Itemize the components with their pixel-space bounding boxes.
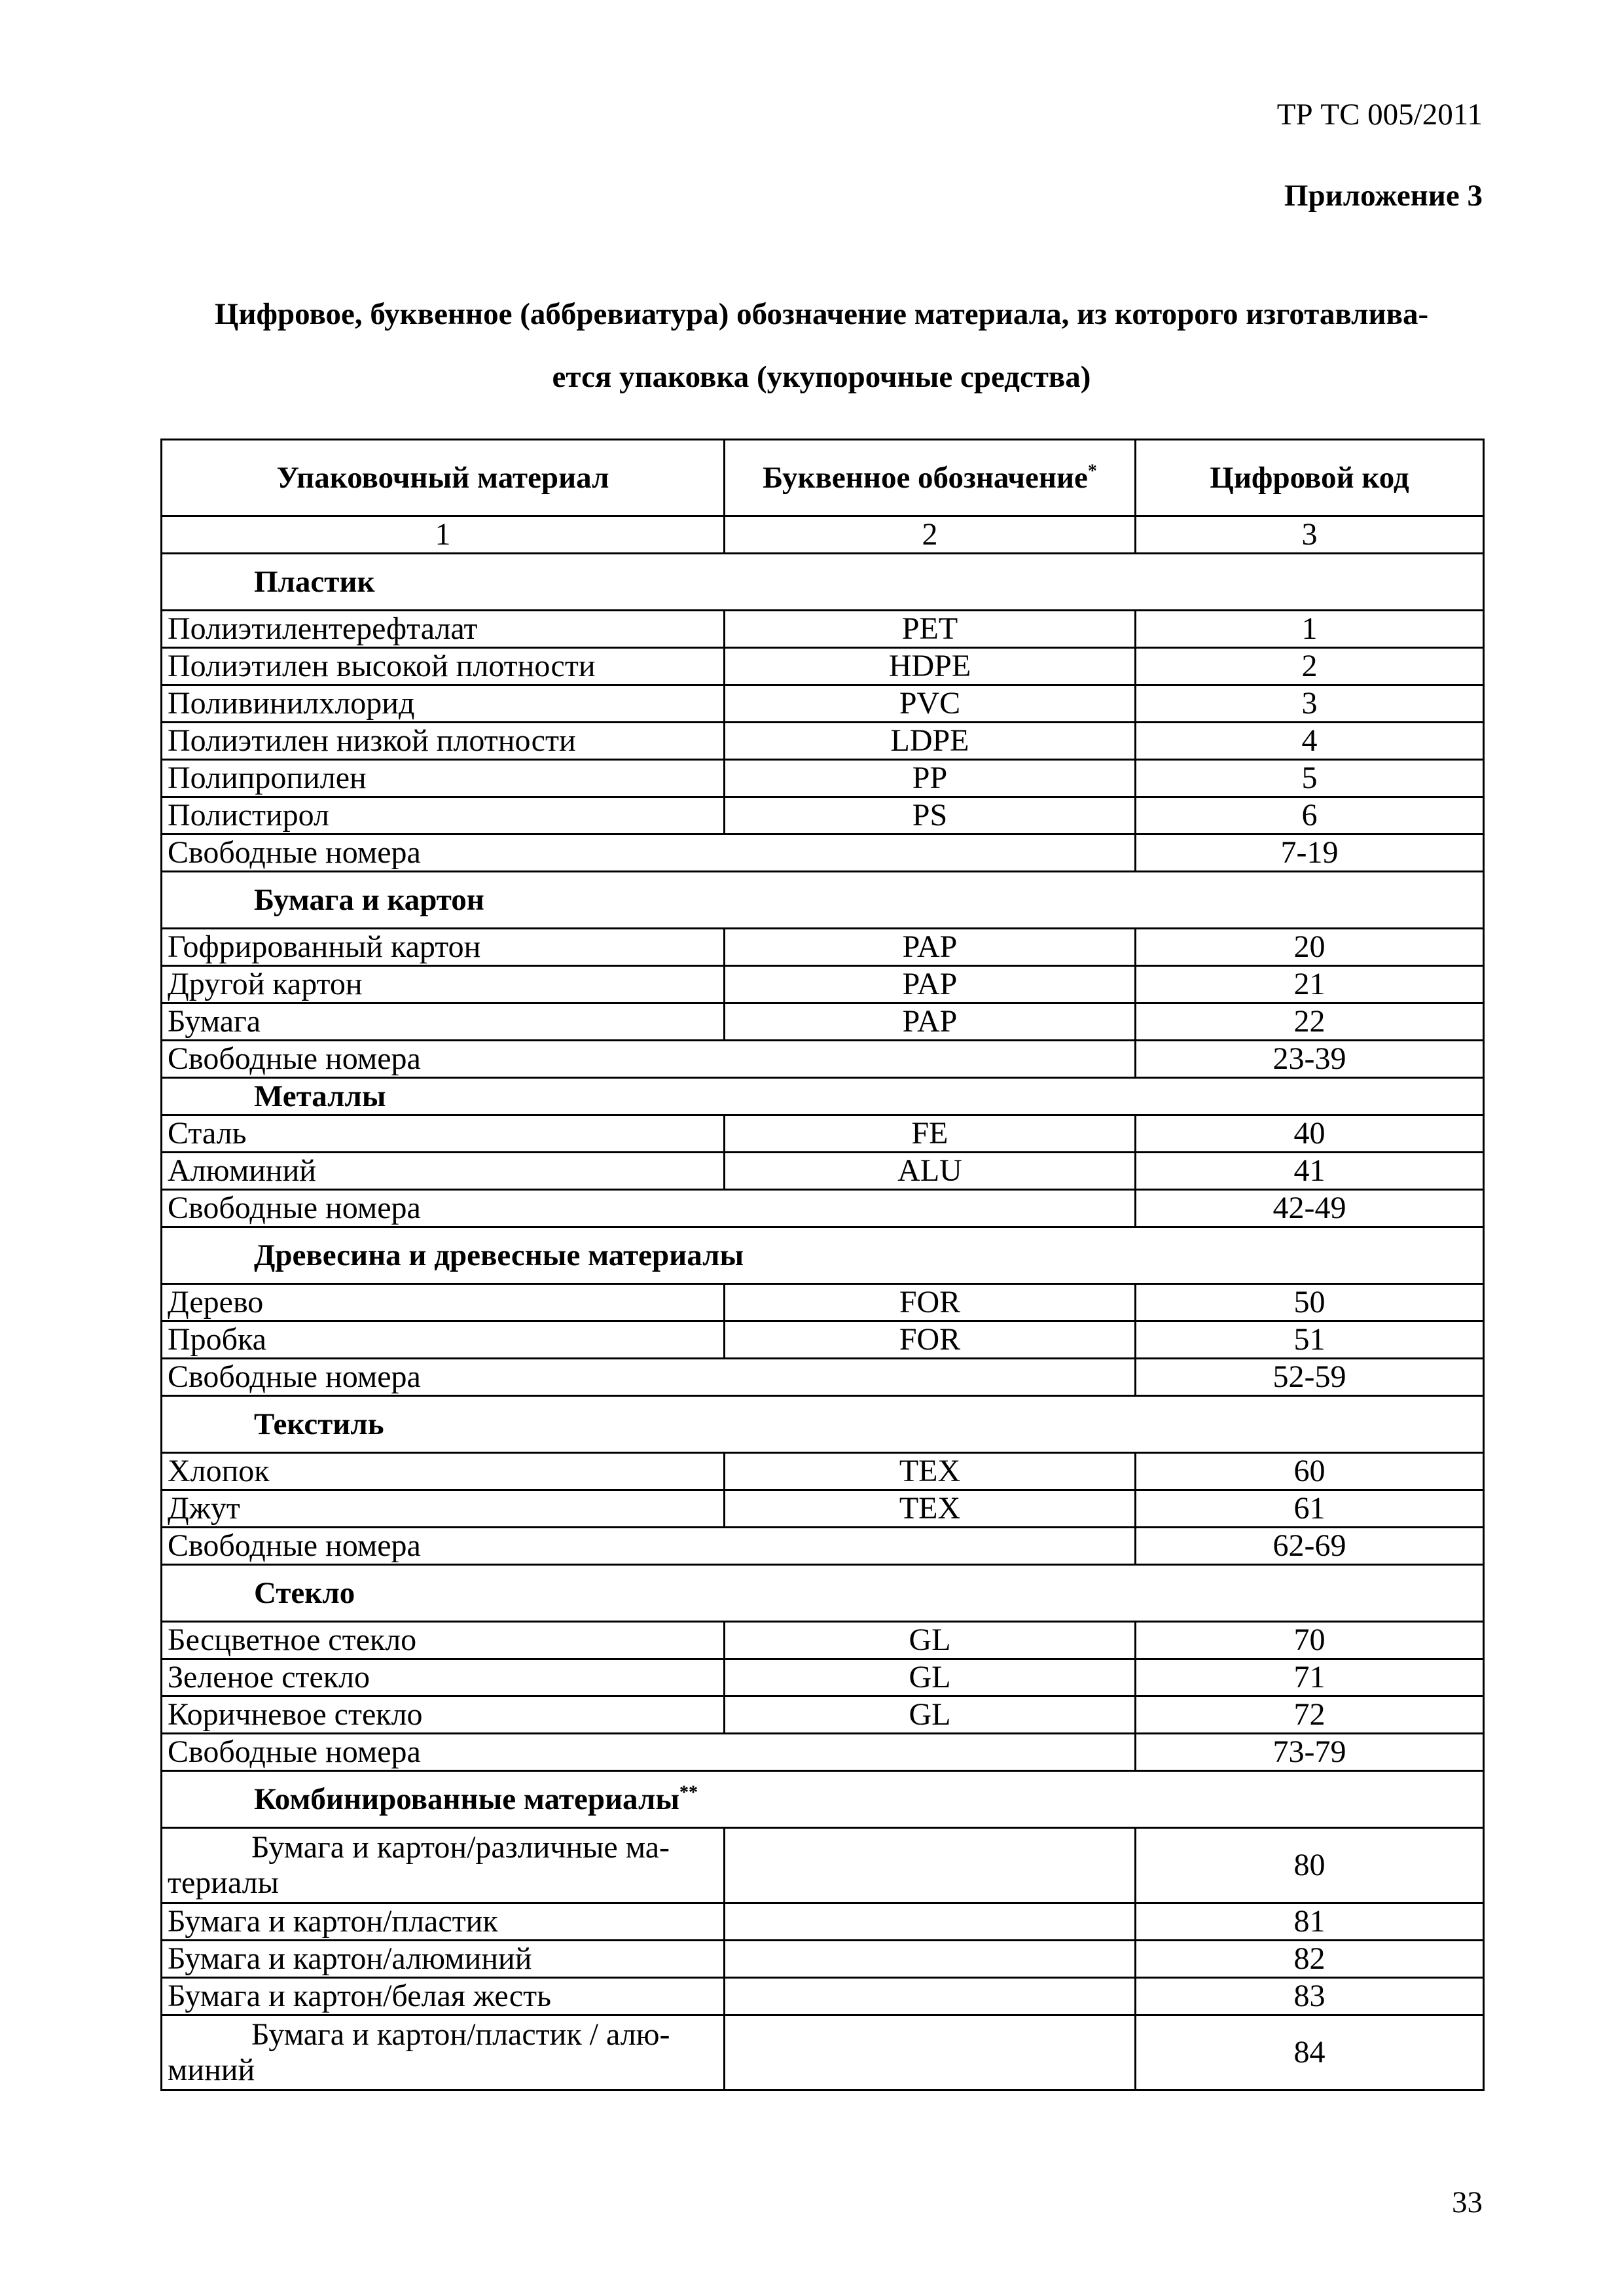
category-row: [162, 554, 1484, 611]
digital-code: 6: [1136, 797, 1484, 834]
column-header-letter-code-text: Буквенное обозначение: [763, 461, 1088, 495]
category-label: Текстиль: [254, 1407, 384, 1441]
letter-code: [725, 1828, 1136, 1903]
category-title: [162, 554, 1484, 611]
category-label: Пластик: [254, 565, 375, 599]
material-name: Джут: [162, 1490, 725, 1528]
digital-code: 3: [1136, 685, 1484, 723]
table-row: [162, 1003, 1484, 1041]
table-row: [162, 1153, 1484, 1190]
letter-code: TEX: [725, 1490, 1136, 1528]
category-label: Древесина и древесные материалы: [254, 1238, 744, 1272]
material-name: Полиэтилен высокой плотности: [162, 648, 725, 685]
category-label: Бумага и картон: [254, 883, 484, 917]
letter-code: GL: [725, 1696, 1136, 1734]
footnote-mark: *: [1087, 461, 1097, 482]
digital-code: 61: [1136, 1490, 1484, 1528]
letter-code: FOR: [725, 1284, 1136, 1321]
table-row: [162, 797, 1484, 834]
digital-code: 84: [1136, 2015, 1484, 2090]
material-name: Поливинилхлорид: [162, 685, 725, 723]
table-row: [162, 1622, 1484, 1659]
title-line-2: ется упаковка (укупорочные средства): [552, 360, 1091, 394]
material-name: Другой картон: [162, 966, 725, 1003]
letter-code: [725, 1941, 1136, 1978]
letter-code: [725, 2015, 1136, 2090]
category-row: [162, 1565, 1484, 1622]
column-header-digital-code: Цифровой код: [1136, 440, 1484, 516]
material-name: Зеленое стекло: [162, 1659, 725, 1696]
table-row: [162, 1903, 1484, 1941]
material-name: Бесцветное стекло: [162, 1622, 725, 1659]
material-name: Бумага и картон/алюминий: [162, 1941, 725, 1978]
material-name: Бумага: [162, 1003, 725, 1041]
digital-code: 51: [1136, 1321, 1484, 1359]
free-numbers-row: [162, 1190, 1484, 1227]
table-row: [162, 1978, 1484, 2015]
digital-code: 81: [1136, 1903, 1484, 1941]
free-numbers-row: [162, 1359, 1484, 1396]
material-name: Гофрированный картон: [162, 929, 725, 966]
letter-code: LDPE: [725, 723, 1136, 760]
free-numbers-row: [162, 1041, 1484, 1078]
category-row: [162, 1227, 1484, 1284]
letter-code: FOR: [725, 1321, 1136, 1359]
table-row: [162, 1453, 1484, 1490]
digital-code: 70: [1136, 1622, 1484, 1659]
category-title: [162, 1227, 1484, 1284]
material-name: Дерево: [162, 1284, 725, 1321]
table-row: [162, 2015, 1484, 2090]
digital-code: 2: [1136, 648, 1484, 685]
digital-code: 1: [1136, 611, 1484, 648]
category-row: [162, 1771, 1484, 1828]
letter-code: [725, 1978, 1136, 2015]
footnote-mark: **: [679, 1782, 698, 1803]
category-row: [162, 1396, 1484, 1453]
free-numbers-row: [162, 1734, 1484, 1771]
material-name-line: Бумага и картон/пластик / алю-: [251, 2017, 670, 2052]
category-title: [162, 1396, 1484, 1453]
table-row: [162, 966, 1484, 1003]
digital-code: 80: [1136, 1828, 1484, 1903]
column-header-letter-code: [725, 440, 1136, 516]
free-numbers-label: Свободные номера: [162, 1041, 1136, 1078]
category-title: [162, 1078, 1484, 1115]
table-row: [162, 760, 1484, 797]
digital-code: 72: [1136, 1696, 1484, 1734]
category-label: Комбинированные материалы: [254, 1782, 680, 1816]
letter-code: PAP: [725, 929, 1136, 966]
material-name: Пробка: [162, 1321, 725, 1359]
document-code: ТР ТС 005/2011: [1276, 98, 1483, 132]
free-numbers-range: 23-39: [1136, 1041, 1484, 1078]
material-name: Полиэтилентерефталат: [162, 611, 725, 648]
free-numbers-range: 62-69: [1136, 1528, 1484, 1565]
letter-code: PVC: [725, 685, 1136, 723]
column-numbers-row: [162, 516, 1484, 554]
free-numbers-label: Свободные номера: [162, 1190, 1136, 1227]
letter-code: PAP: [725, 1003, 1136, 1041]
table-row: [162, 1321, 1484, 1359]
category-title: [162, 1771, 1484, 1828]
free-numbers-label: Свободные номера: [162, 1734, 1136, 1771]
free-numbers-row: [162, 1528, 1484, 1565]
column-number: 2: [725, 516, 1136, 554]
free-numbers-label: Свободные номера: [162, 834, 1136, 872]
free-numbers-range: 7-19: [1136, 834, 1484, 872]
digital-code: 83: [1136, 1978, 1484, 2015]
materials-table: [160, 439, 1485, 2091]
free-numbers-row: [162, 834, 1484, 872]
free-numbers-label: Свободные номера: [162, 1359, 1136, 1396]
page-title: [160, 283, 1483, 408]
table-row: [162, 929, 1484, 966]
digital-code: 71: [1136, 1659, 1484, 1696]
free-numbers-label: Свободные номера: [162, 1528, 1136, 1565]
material-name-line: миний: [168, 2053, 255, 2087]
free-numbers-range: 52-59: [1136, 1359, 1484, 1396]
table-row: [162, 1828, 1484, 1903]
letter-code: PAP: [725, 966, 1136, 1003]
digital-code: 41: [1136, 1153, 1484, 1190]
free-numbers-range: 42-49: [1136, 1190, 1484, 1227]
material-name: Бумага и картон/белая жесть: [162, 1978, 725, 2015]
category-label: Стекло: [254, 1576, 355, 1610]
title-line-1: Цифровое, буквенное (аббревиатура) обозначение материала, из которого изготавлива-: [214, 297, 1429, 331]
letter-code: HDPE: [725, 648, 1136, 685]
table-row: [162, 1696, 1484, 1734]
letter-code: [725, 1903, 1136, 1941]
column-header-material: Упаковочный материал: [162, 440, 725, 516]
letter-code: FE: [725, 1115, 1136, 1153]
letter-code: TEX: [725, 1453, 1136, 1490]
letter-code: PET: [725, 611, 1136, 648]
category-row: [162, 872, 1484, 929]
table-row: [162, 648, 1484, 685]
material-name: Коричневое стекло: [162, 1696, 725, 1734]
material-name: Хлопок: [162, 1453, 725, 1490]
digital-code: 4: [1136, 723, 1484, 760]
material-name: Полипропилен: [162, 760, 725, 797]
table-row: [162, 1490, 1484, 1528]
digital-code: 5: [1136, 760, 1484, 797]
digital-code: 60: [1136, 1453, 1484, 1490]
category-title: [162, 1565, 1484, 1622]
table-row: [162, 1115, 1484, 1153]
category-label: Металлы: [254, 1079, 386, 1113]
free-numbers-range: 73-79: [1136, 1734, 1484, 1771]
material-name: [162, 1828, 725, 1903]
letter-code: PP: [725, 760, 1136, 797]
material-name: [162, 2015, 725, 2090]
material-name: Алюминий: [162, 1153, 725, 1190]
material-name: Полиэтилен низкой плотности: [162, 723, 725, 760]
column-number: 1: [162, 516, 725, 554]
table-row: [162, 611, 1484, 648]
table-row: [162, 685, 1484, 723]
digital-code: 20: [1136, 929, 1484, 966]
letter-code: GL: [725, 1659, 1136, 1696]
material-name-line: Бумага и картон/различные ма-: [251, 1830, 670, 1865]
digital-code: 21: [1136, 966, 1484, 1003]
material-name: Бумага и картон/пластик: [162, 1903, 725, 1941]
material-name-line: териалы: [168, 1865, 279, 1900]
letter-code: GL: [725, 1622, 1136, 1659]
category-title: [162, 872, 1484, 929]
category-row: [162, 1078, 1484, 1115]
letter-code: ALU: [725, 1153, 1136, 1190]
table-row: [162, 1659, 1484, 1696]
digital-code: 82: [1136, 1941, 1484, 1978]
digital-code: 50: [1136, 1284, 1484, 1321]
table-header-row: [162, 440, 1484, 516]
letter-code: PS: [725, 797, 1136, 834]
table-row: [162, 1284, 1484, 1321]
digital-code: 22: [1136, 1003, 1484, 1041]
material-name: Сталь: [162, 1115, 725, 1153]
page-number: 33: [1452, 2185, 1483, 2219]
column-number: 3: [1136, 516, 1484, 554]
table-row: [162, 723, 1484, 760]
material-name: Полистирол: [162, 797, 725, 834]
appendix-label: Приложение 3: [1284, 179, 1483, 213]
table-row: [162, 1941, 1484, 1978]
digital-code: 40: [1136, 1115, 1484, 1153]
